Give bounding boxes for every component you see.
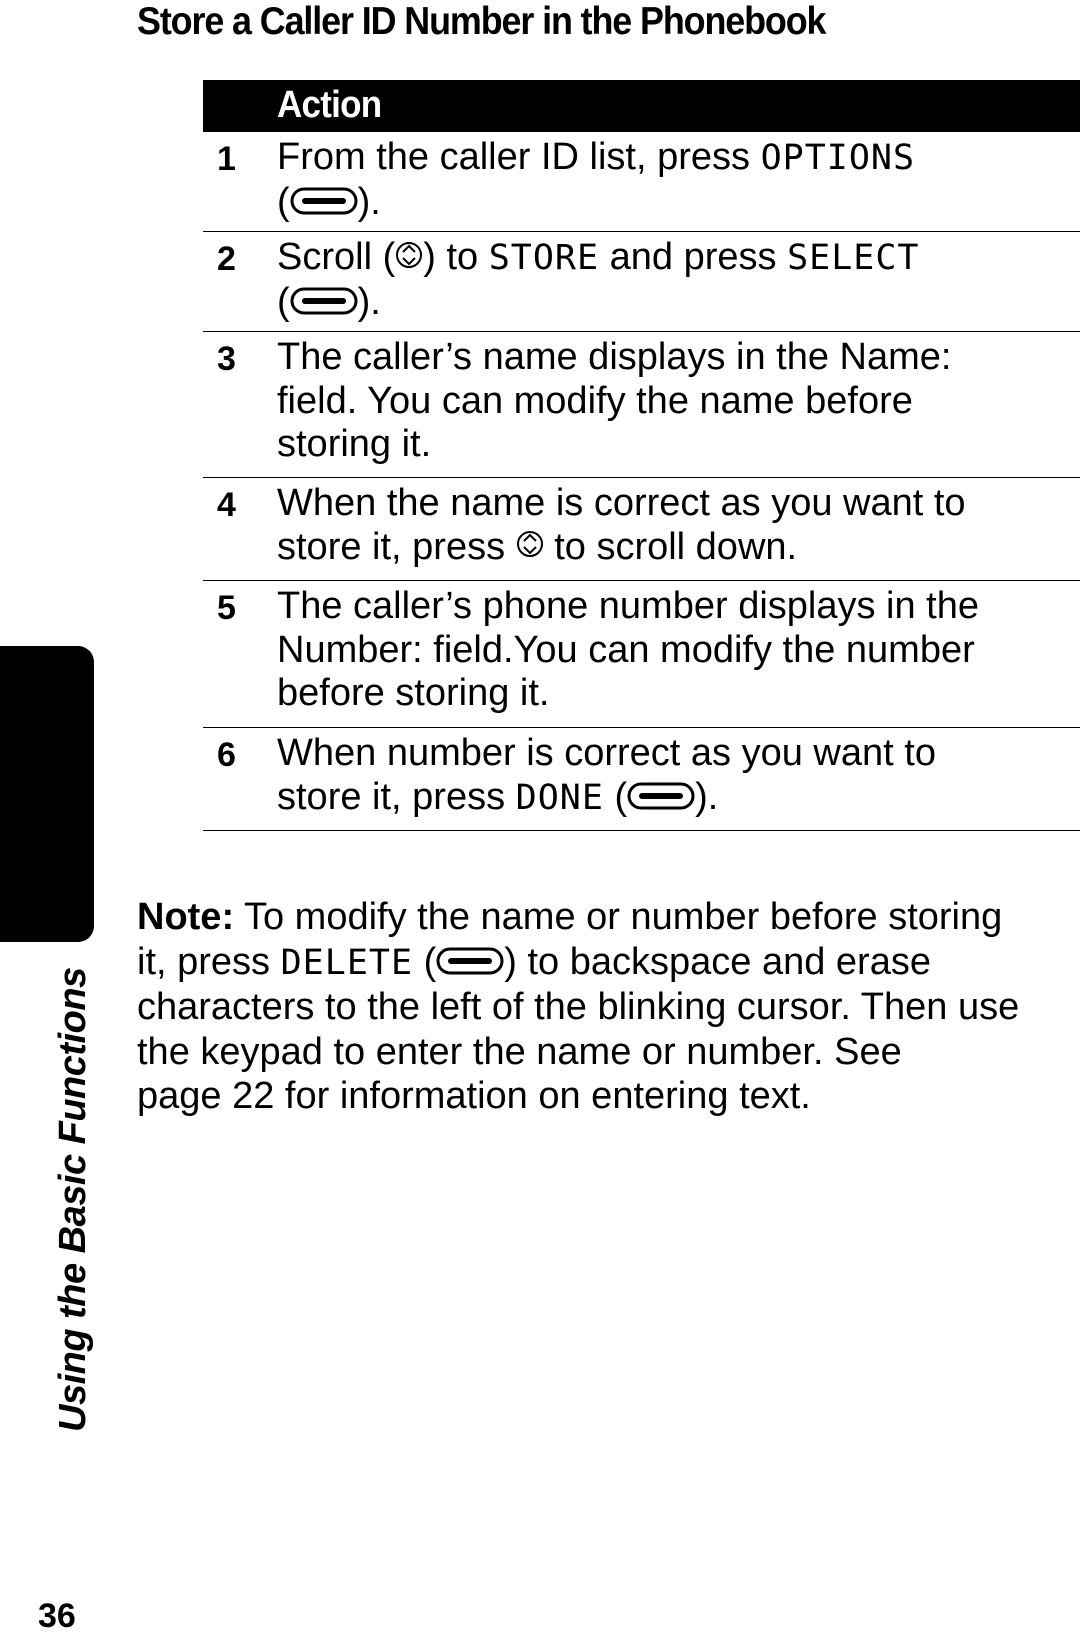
step-text-part: ). bbox=[695, 775, 719, 818]
step-text-part: ( bbox=[277, 180, 290, 223]
step-text-part: From the caller ID list, press bbox=[277, 136, 761, 178]
note-label: Note: bbox=[137, 896, 235, 938]
note-text: ( bbox=[413, 940, 437, 983]
step-text-line: The caller’s name displays in the Name: bbox=[277, 336, 952, 378]
step-text bbox=[277, 585, 979, 716]
note-text: the keypad to enter the name or number. See bbox=[137, 1030, 902, 1073]
display-key-label: SELECT bbox=[787, 238, 920, 278]
step-number: 3 bbox=[217, 340, 236, 378]
step-text-part: store it, press bbox=[277, 525, 516, 568]
step-text-part: ). bbox=[357, 180, 381, 223]
display-key-label: STORE bbox=[488, 238, 600, 278]
step-text-line: When number is correct as you want to bbox=[277, 732, 936, 774]
step-text-part: Scroll ( bbox=[277, 236, 396, 278]
step-text-line: field. You can modify the name before bbox=[277, 379, 913, 422]
scroll-key-icon bbox=[516, 528, 544, 560]
step-text-part: store it, press bbox=[277, 775, 516, 818]
step-text-line: before storing it. bbox=[277, 672, 550, 714]
table-header bbox=[203, 80, 1080, 132]
display-key-label: OPTIONS bbox=[760, 138, 916, 178]
step-number: 6 bbox=[217, 736, 236, 774]
step-row bbox=[203, 728, 1080, 831]
step-text-line: storing it. bbox=[277, 423, 432, 465]
step-number: 2 bbox=[217, 240, 236, 278]
step-text bbox=[277, 136, 915, 224]
step-text-part: ( bbox=[277, 280, 290, 323]
note-text: page 22 for information on entering text. bbox=[137, 1075, 811, 1117]
display-key-label: DONE bbox=[515, 777, 604, 818]
step-row bbox=[203, 132, 1080, 232]
step-text-part: to scroll down. bbox=[543, 525, 798, 568]
step-number: 1 bbox=[217, 140, 236, 178]
note-text: To modify the name or number before storing bbox=[234, 896, 1003, 938]
softkey-icon bbox=[290, 187, 358, 215]
table-header-label: Action bbox=[277, 84, 382, 126]
section-tab bbox=[0, 646, 94, 942]
section-label: Using the Basic Functions bbox=[52, 967, 94, 1432]
step-row bbox=[203, 581, 1080, 728]
step-number: 5 bbox=[217, 589, 236, 627]
step-row bbox=[203, 478, 1080, 581]
step-text bbox=[277, 236, 920, 324]
step-text bbox=[277, 732, 936, 820]
step-text-part: ) to bbox=[423, 236, 489, 278]
scroll-key-icon bbox=[395, 239, 423, 271]
page-number: 36 bbox=[38, 1597, 76, 1635]
step-text-line: The caller’s phone number displays in the bbox=[277, 585, 979, 627]
step-text-line: Number: field.You can modify the number bbox=[277, 628, 975, 671]
step-row bbox=[203, 232, 1080, 332]
step-text bbox=[277, 482, 966, 569]
display-key-label: DELETE bbox=[280, 942, 414, 983]
step-text-part: ). bbox=[357, 280, 381, 323]
step-text-part: and press bbox=[599, 236, 788, 278]
page-title: Store a Caller ID Number in the Phonebook bbox=[137, 0, 826, 43]
steps-table bbox=[203, 80, 1080, 831]
step-text bbox=[277, 336, 951, 467]
note-text: characters to the left of the blinking cursor. Then use bbox=[137, 986, 1020, 1028]
step-text-line: When the name is correct as you want to bbox=[277, 482, 966, 524]
step-number: 4 bbox=[217, 486, 236, 524]
softkey-icon bbox=[436, 947, 504, 975]
note-text: it, press bbox=[137, 940, 281, 983]
note-text: ) to backspace and erase bbox=[504, 940, 931, 983]
step-text-part: ( bbox=[603, 775, 628, 818]
note-paragraph bbox=[137, 895, 1077, 1119]
step-row bbox=[203, 332, 1080, 478]
softkey-icon bbox=[290, 287, 358, 315]
softkey-icon bbox=[627, 782, 695, 810]
